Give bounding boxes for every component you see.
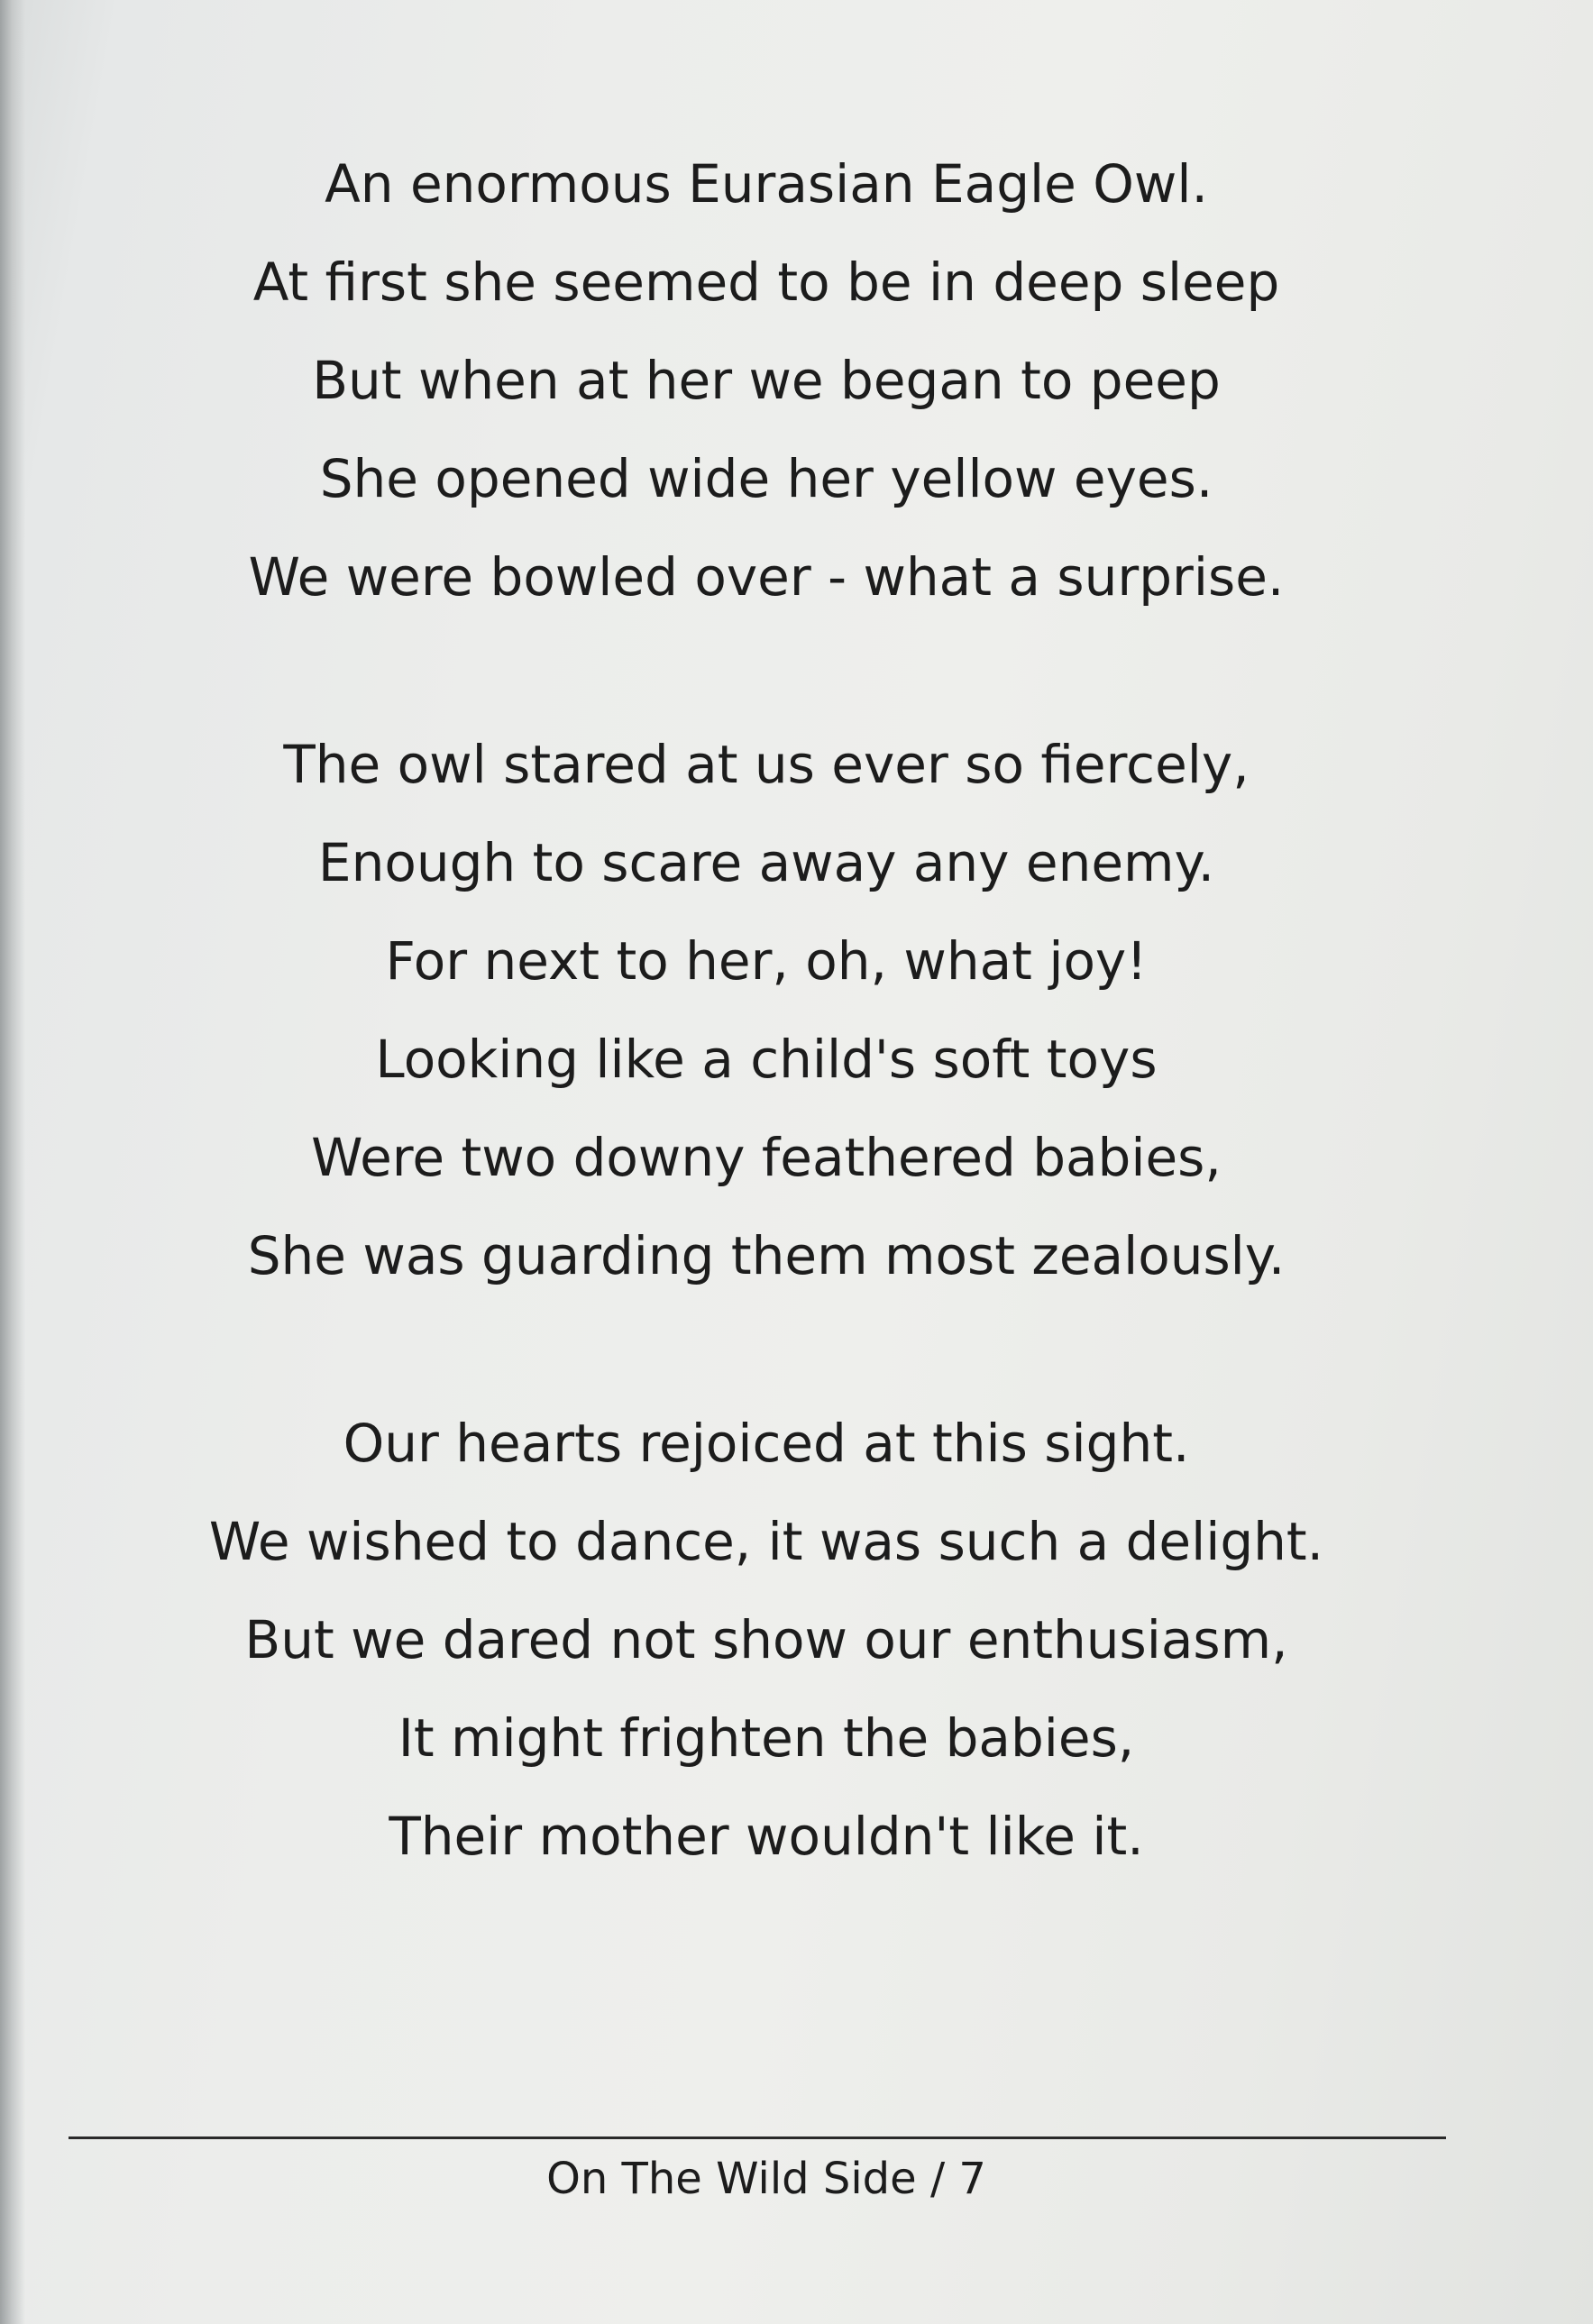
poem-line: She was guarding them most zealously. [247,1225,1286,1286]
poem-line: We were bowled over - what a surprise. [248,546,1285,608]
poem-line: But we dared not show our enthusiasm, [244,1609,1288,1670]
poem-line: An enormous Eurasian Eagle Owl. [325,153,1208,215]
poem-line: At first she seemed to be in deep sleep [252,252,1280,313]
poem-line: Enough to scare away any enemy. [317,832,1215,893]
poem-line: Our hearts rejoiced at this sight. [343,1413,1190,1474]
poem-line: For next to her, oh, what joy! [385,930,1148,992]
poem-line: She opened wide her yellow eyes. [319,448,1213,509]
stanza-3 [0,1395,1533,1886]
poem-line: Their mother wouldn't like it. [389,1806,1144,1867]
footer-divider [69,2136,1446,2139]
poem-line: We wished to dance, it was such a delight. [208,1511,1324,1572]
poem-line: It might frighten the babies, [398,1707,1135,1769]
poem-line: But when at her we began to peep [312,350,1221,411]
poem [0,135,1533,1886]
page-footer: On The Wild Side / 7 [546,2154,986,2204]
stanza-1 [0,135,1533,627]
stanza-2 [0,716,1533,1305]
poem-line: The owl stared at us ever so fiercely, [283,734,1250,795]
poem-line: Were two downy feathered babies, [311,1127,1222,1188]
poem-line: Looking like a child's soft toys [375,1029,1158,1090]
